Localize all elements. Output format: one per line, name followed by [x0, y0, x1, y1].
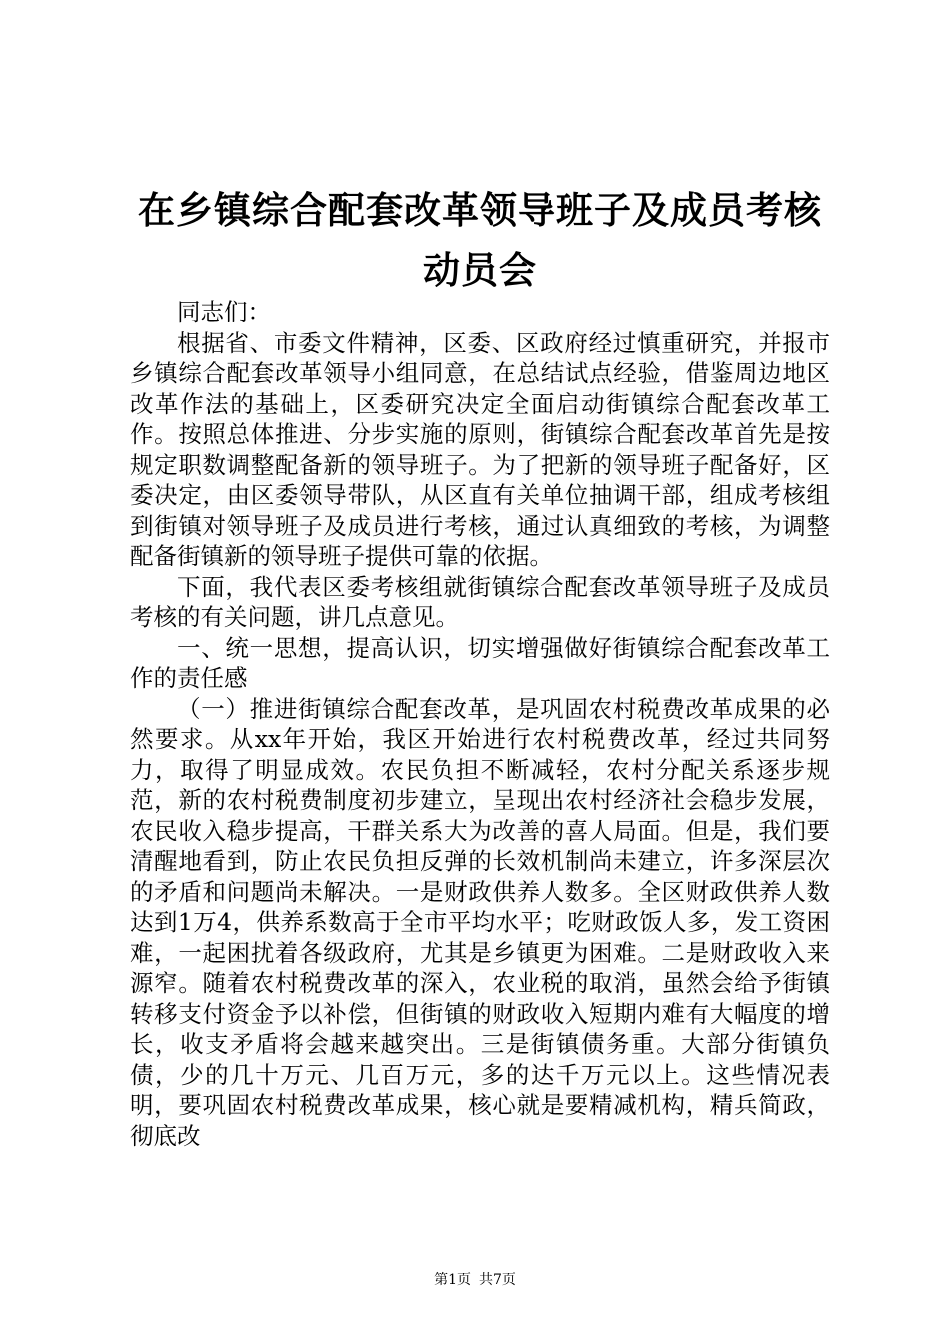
- paragraph: 根据省、市委文件精神，区委、区政府经过慎重研究，并报市乡镇综合配套改革领导小组同意，在总结试点经验，借鉴周边地区改革作法的基础上，区委研究决定全面启动街镇综合配套改革工作。按照总体推进、分步实施的原则，街镇综合配套改革首先是按规定职数调整配备新的领导班子。为了把新的领导班子配备好，区委决定，由区委领导带队，从区直有关单位抽调干部，组成考核组到街镇对领导班子及成员进行考核，通过认真细致的考核，为调整配备街镇新的领导班子提供可靠的依据。: [130, 328, 830, 570]
- page-total: 共7页: [479, 1272, 516, 1288]
- paragraph: 下面，我代表区委考核组就街镇综合配套改革领导班子及成员考核的有关问题，讲几点意见。: [130, 572, 830, 631]
- page-number: 第1页: [434, 1272, 471, 1288]
- document-body: [130, 297, 830, 1151]
- salutation: 同志们：: [177, 298, 271, 326]
- section-heading: 一、统一思想，提高认识，切实增强做好街镇综合配套改革工作的责任感: [130, 633, 830, 692]
- document-title: 在乡镇综合配套改革领导班子及成员考核动员会: [138, 188, 822, 292]
- paragraph: （一）推进街镇综合配套改革，是巩固农村税费改革成果的必然要求。从xx年开始，我区开始进行农村税费改革，经过共同努力，取得了明显成效。农民负担不断减轻，农村分配关系逐步规范，新的农村税费制度初步建立，呈现出农村经济社会稳步发展，农民收入稳步提高，干群关系大为改善的喜人局面。但是，我们要清醒地看到，防止农民负担反弹的长效机制尚未建立，许多深层次的矛盾和问题尚未解决。一是财政供养人数多。全区财政供养人数达到1万4，供养系数高于全市平均水平；吃财政饭人多，发工资困难，一起困扰着各级政府，尤其是乡镇更为困难。二是财政收入来源窄。随着农村税费改革的深入，农业税的取消，虽然会给予街镇转移支付资金予以补偿，但街镇的财政收入短期内难有大幅度的增长，收支矛盾将会越来越突出。三是街镇债务重。大部分街镇负债，少的几十万元、几百万元，多的达千万元以上。这些情况表明，要巩固农村税费改革成果，核心就是要精减机构，精兵简政，彻底改: [130, 694, 830, 1150]
- page-footer: [0, 1270, 950, 1290]
